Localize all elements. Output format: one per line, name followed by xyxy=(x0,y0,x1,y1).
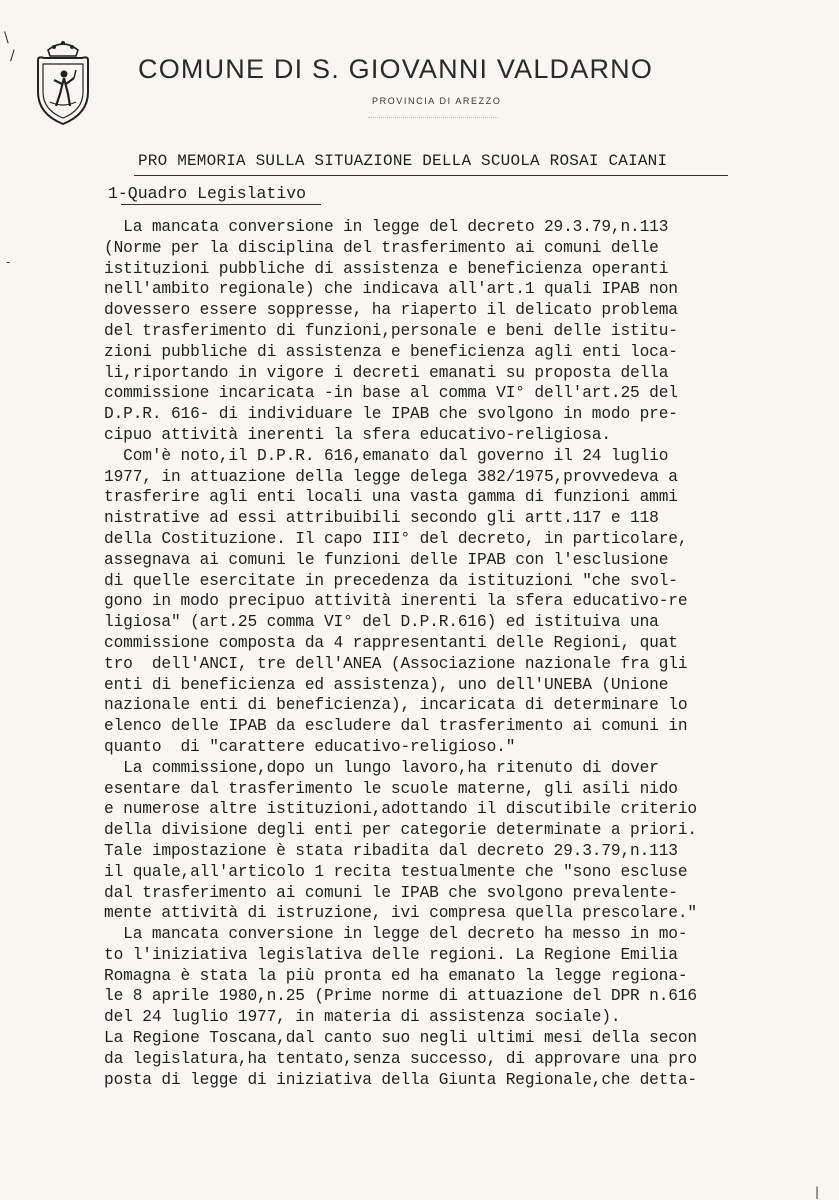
body-line: della Costituzione. Il capo III° del decreto, in particolare, xyxy=(104,529,688,548)
body-line: nistrative ad essi attribuibili secondo gli artt.117 e 118 xyxy=(104,509,659,528)
body-line: enti di beneficienza ed assistenza), uno dell'UNEBA (Unione xyxy=(104,675,669,694)
body-line: quanto di "carattere educativo-religioso." xyxy=(104,737,516,756)
body-line: dovessero essere soppresse, ha riaperto il delicato problema xyxy=(104,301,678,320)
municipality-title: COMUNE DI S. GIOVANNI VALDARNO xyxy=(138,54,654,84)
margin-mark: | xyxy=(815,1185,820,1199)
body-line: tro dell'ANCI, tre dell'ANEA (Associazione nazionale fra gli xyxy=(104,654,688,673)
body-line: mente attività di istruzione, ivi compresa quella prescolare." xyxy=(104,904,697,923)
body-line: posta di legge di iniziativa della Giunta Regionale,che detta- xyxy=(104,1070,697,1089)
body-line: dal trasferimento ai comuni le IPAB che svolgono prevalente- xyxy=(104,883,678,902)
body-line: da legislatura,ha tentato,senza successo, di approvare una pro xyxy=(104,1049,697,1068)
section-heading-underline xyxy=(121,204,321,205)
body-line: del trasferimento di funzioni,personale e beni delle istitu- xyxy=(104,321,678,340)
body-line: (Norme per la disciplina del trasferimento ai comuni delle xyxy=(104,238,659,257)
memo-title-underline xyxy=(134,175,728,176)
body-line: 1977, in attuazione della legge delega 382/1975,provvedeva a xyxy=(104,467,678,486)
body-line: le 8 aprile 1980,n.25 (Prime norme di attuazione del DPR n.616 xyxy=(104,987,697,1006)
faint-divider xyxy=(368,117,498,119)
body-line: commissione incaricata -in base al comma VI° dell'art.25 del xyxy=(104,384,678,403)
body-line: Romagna è stata la più pronta ed ha emanato la legge regiona- xyxy=(104,966,688,985)
body-text xyxy=(104,217,804,1090)
body-line: Com'è noto,il D.P.R. 616,emanato dal governo il 24 luglio xyxy=(104,446,669,465)
body-line: il quale,all'articolo 1 recita testualmente che "sono escluse xyxy=(104,862,688,881)
margin-mark: \ xyxy=(4,30,9,46)
body-line: cipuo attività inerenti la sfera educativo-religiosa. xyxy=(104,425,611,444)
body-line: La mancata conversione in legge del decreto ha messo in mo- xyxy=(104,925,688,944)
memo-title: PRO MEMORIA SULLA SITUAZIONE DELLA SCUOLA ROSAI CAIANI xyxy=(138,152,668,170)
body-line: e numerose altre istituzioni,adottando il discutibile criterio xyxy=(104,800,697,819)
body-line: esentare dal trasferimento le scuole materne, gli asili nido xyxy=(104,779,678,798)
body-line: commissione composta da 4 rappresentanti delle Regioni, quat xyxy=(104,633,678,652)
body-line: di quelle esercitate in precedenza da istituzioni "che svol- xyxy=(104,571,678,590)
margin-mark: - xyxy=(6,255,11,269)
body-line: nell'ambito regionale) che indicava all'art.1 quali IPAB non xyxy=(104,280,678,299)
section-heading: 1-Quadro Legislativo xyxy=(108,184,307,203)
body-line: zioni pubbliche di assistenza e beneficienza agli enti loca- xyxy=(104,342,678,361)
body-line: La commissione,dopo un lungo lavoro,ha ritenuto di dover xyxy=(104,758,659,777)
body-line: della divisione degli enti per categorie determinate a priori. xyxy=(104,821,697,840)
body-line: gono in modo precipuo attività inerenti la sfera educativo-re xyxy=(104,592,688,611)
margin-mark: / xyxy=(10,48,15,64)
coat-of-arms-icon xyxy=(30,36,96,128)
body-line: La mancata conversione in legge del decreto 29.3.79,n.113 xyxy=(104,218,669,236)
body-line: assegnava ai comuni le funzioni delle IPAB con l'esclusione xyxy=(104,550,669,569)
body-line: trasferire agli enti locali una vasta gamma di funzioni ammi xyxy=(104,488,678,507)
body-line: D.P.R. 616- di individuare le IPAB che svolgono in modo pre- xyxy=(104,405,678,424)
body-line: nazionale enti di beneficienza), incaricata di determinare lo xyxy=(104,696,688,715)
body-line: istituzioni pubbliche di assistenza e beneficienza operanti xyxy=(104,259,669,278)
body-line: La Regione Toscana,dal canto suo negli ultimi mesi della secon xyxy=(104,1029,697,1048)
body-line: ligiosa" (art.25 comma VI° del D.P.R.616) ed istituiva una xyxy=(104,613,659,632)
body-line: del 24 luglio 1977, in materia di assistenza sociale). xyxy=(104,1008,621,1027)
body-line: to l'iniziativa legislativa delle regioni. La Regione Emilia xyxy=(104,945,678,964)
body-line: Tale impostazione è stata ribadita dal decreto 29.3.79,n.113 xyxy=(104,841,678,860)
body-line: li,riportando in vigore i decreti emanati su proposta della xyxy=(104,363,669,382)
province-subtitle: PROVINCIA DI AREZZO xyxy=(372,96,502,106)
body-line: elenco delle IPAB da escludere dal trasferimento ai comuni in xyxy=(104,717,688,736)
